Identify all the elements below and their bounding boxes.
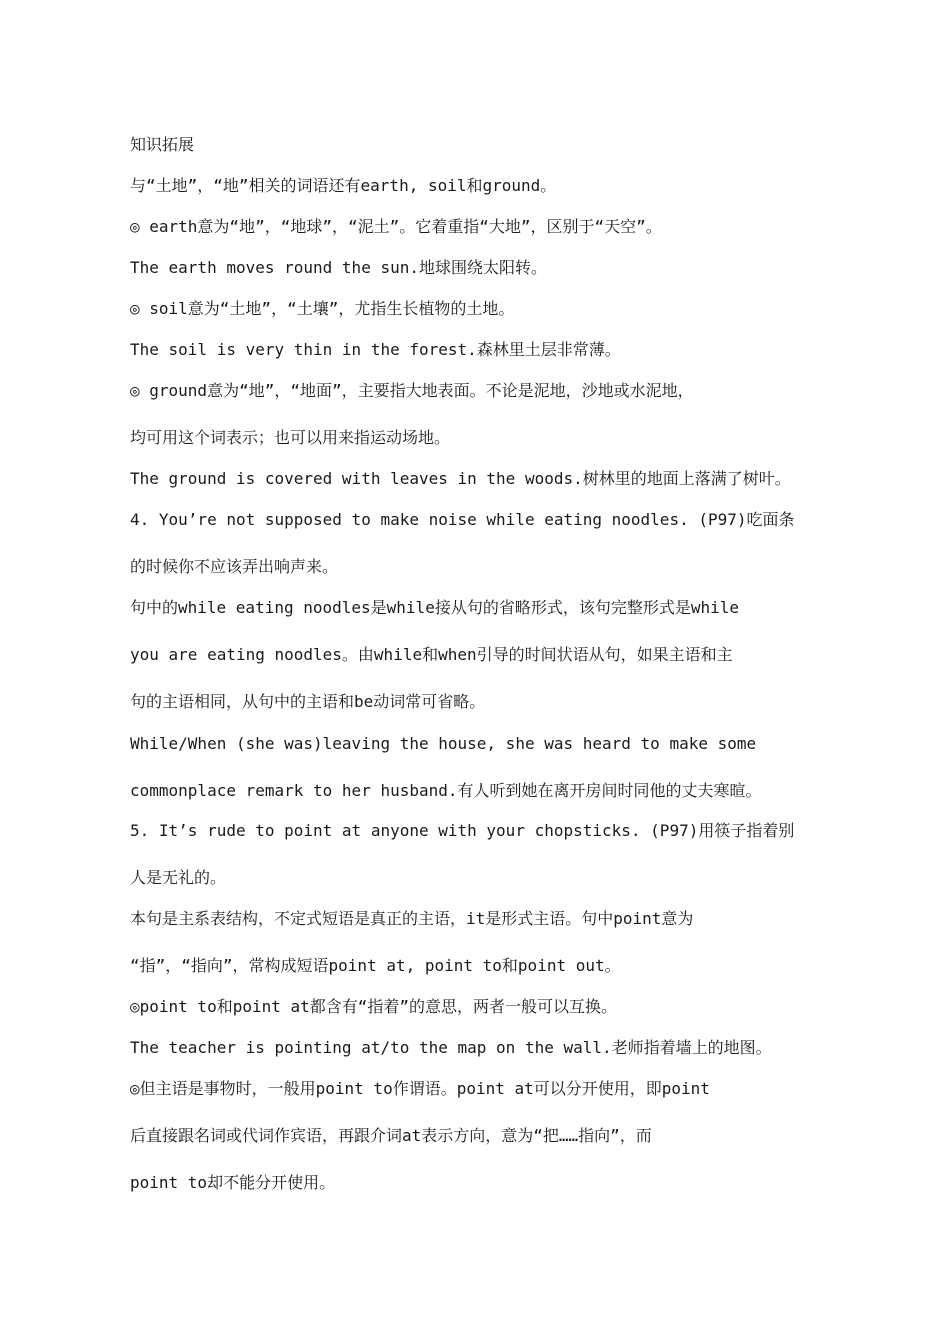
- text-line: ◎point to和point at都含有“指着”的意思，两者一般可以互换。: [130, 997, 618, 1016]
- text-line: ◎但主语是事物时，一般用point to作谓语。point at可以分开使用，即point: [130, 1079, 710, 1098]
- example-sentence: commonplace remark to her husband.有人听到她在离开房间时同他的丈夫寒暄。: [130, 781, 762, 800]
- text-line: “指”，“指向”，常构成短语point at, point to和point out。: [130, 956, 621, 975]
- section-heading: 知识拓展: [130, 135, 195, 154]
- example-sentence: While/When (she was)leaving the house, she was heard to make some: [130, 734, 757, 753]
- numbered-item: 5. It’s rude to point at anyone with your chopsticks. (P97)用筷子指着别: [130, 821, 795, 840]
- text-line: 后直接跟名词或代词作宾语，再跟介词at表示方向，意为“把……指向”，而: [130, 1126, 652, 1145]
- text-line: you are eating noodles。由while和when引导的时间状语从句，如果主语和主: [130, 645, 733, 664]
- example-sentence: The teacher is pointing at/to the map on the wall.老师指着墙上的地图。: [130, 1038, 772, 1057]
- text-line: 的时候你不应该弄出响声来。: [130, 557, 339, 576]
- numbered-item: 4. You’re not supposed to make noise while eating noodles. (P97)吃面条: [130, 510, 795, 529]
- text-line: point to却不能分开使用。: [130, 1173, 336, 1192]
- text-line: ◎ earth意为“地”，“地球”，“泥土”。它着重指“大地”，区别于“天空”。: [130, 217, 662, 236]
- example-sentence: The ground is covered with leaves in the woods.树林里的地面上落满了树叶。: [130, 469, 791, 488]
- example-sentence: The soil is very thin in the forest.森林里土层非常薄。: [130, 340, 621, 359]
- text-line: ◎ soil意为“土地”，“土壤”，尤指生长植物的土地。: [130, 299, 515, 318]
- text-line: 本句是主系表结构，不定式短语是真正的主语，it是形式主语。句中point意为: [130, 909, 694, 928]
- text-line: 均可用这个词表示；也可以用来指运动场地。: [130, 428, 451, 447]
- text-line: ◎ ground意为“地”，“地面”，主要指大地表面。不论是泥地，沙地或水泥地，: [130, 381, 694, 400]
- text-line: 与“土地”，“地”相关的词语还有earth, soil和ground。: [130, 176, 557, 195]
- example-sentence: The earth moves round the sun.地球围绕太阳转。: [130, 258, 547, 277]
- text-line: 人是无礼的。: [130, 868, 227, 887]
- text-line: 句的主语相同，从句中的主语和be动词常可省略。: [130, 692, 486, 711]
- text-line: 句中的while eating noodles是while接从句的省略形式，该句完整形式是while: [130, 598, 739, 617]
